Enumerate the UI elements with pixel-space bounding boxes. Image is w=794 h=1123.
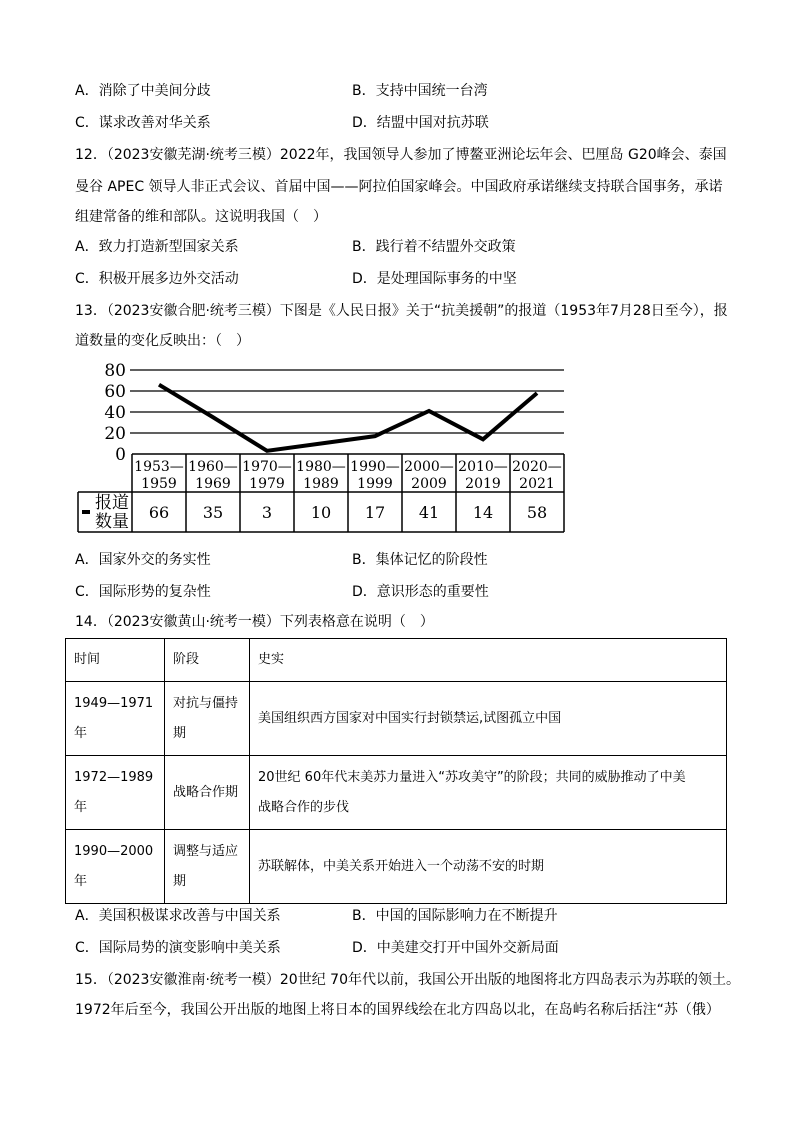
time-text: 1949—1971 [74,695,154,711]
q13-stem-line2: 道数量的变化反映出：（ ） [75,333,250,349]
fact-text: 美国组织西方国家对中国实行封锁禁运,试图孤立中国 [258,710,562,726]
q13-option-a[interactable]: A．国家外交的务实性 [75,552,211,568]
category-label: 1990— [350,459,400,475]
q13-option-d[interactable]: D．意识形态的重要性 [352,584,489,600]
cell-stage [165,756,250,830]
y-tick-label: 40 [104,403,126,423]
time-text: 年 [74,799,88,815]
category-label: 1959 [141,476,177,492]
cell-fact [250,682,727,756]
data-label: 14 [472,503,494,522]
data-label: 66 [148,503,170,522]
time-text: 1990—2000 [74,843,154,859]
time-text: 年 [74,725,88,741]
legend [82,493,129,532]
category-label: 1999 [357,476,393,492]
header-fact: 史实 [250,639,727,682]
q11-option-c[interactable]: C．谋求改善对华关系 [75,115,211,131]
cell-stage [165,830,250,904]
category-label: 1953— [134,459,184,475]
category-label: 2021 [519,476,555,492]
q13-option-c[interactable]: C．国际形势的复杂性 [75,584,211,600]
y-tick-label: 80 [104,361,126,381]
stage-text: 期 [173,725,187,741]
time-text: 1972—1989 [74,769,154,785]
category-label: 1980— [296,459,346,475]
category-label: 2020— [512,459,562,475]
cell-stage [165,682,250,756]
history-table [65,638,727,904]
category-label: 1979 [249,476,285,492]
table-row [66,830,727,904]
q11-option-b[interactable]: B．支持中国统一台湾 [352,83,488,99]
q12-option-c[interactable]: C．积极开展多边外交活动 [75,271,239,287]
q11-option-d[interactable]: D．结盟中国对抗苏联 [352,115,489,131]
q12-stem-line1: 12．（2023安徽芜湖·统考三模）2022年，我国领导人参加了博鳌亚洲论坛年会、巴厘岛 G20峰会、泰国 [75,147,727,163]
category-label: 1970— [242,459,292,475]
category-label: 1960— [188,459,238,475]
q14-option-d[interactable]: D．中美建交打开中国外交新局面 [352,940,559,956]
table-row [66,756,727,830]
q12-stem-line3: 组建常备的维和部队。这说明我国（ ） [75,209,327,225]
category-label: 2019 [465,476,501,492]
q15-stem-line1: 15．（2023安徽淮南·统考一模）20世纪 70年代以前，我国公开出版的地图将北方四岛表示为苏联的领土。 [75,972,740,988]
q14-option-c[interactable]: C．国际局势的演变影响中美关系 [75,940,281,956]
table-header-row [66,639,727,682]
fact-text: 20世纪 60年代末美苏力量进入“苏攻美守”的阶段；共同的威胁推动了中美 [258,769,686,785]
y-axis-ticks [104,361,126,465]
data-label: 10 [310,503,332,522]
y-tick-label: 60 [104,382,126,402]
data-label: 17 [364,503,386,522]
data-label: 58 [526,503,548,522]
stage-text: 期 [173,873,187,889]
cell-fact [250,756,727,830]
q12-stem-line2: 曼谷 APEC 领导人非正式会议、首届中国——阿拉伯国家峰会。中国政府承诺继续支持联合国事务，承诺 [75,179,723,195]
table-row [66,682,727,756]
stage-text: 调整与适应 [173,843,239,859]
q14-option-b[interactable]: B．中国的国际影响力在不断提升 [352,908,558,924]
fact-text: 战略合作的步伐 [258,799,350,815]
q12-option-a[interactable]: A．致力打造新型国家关系 [75,239,239,255]
stage-text: 对抗与僵持 [173,695,239,711]
series-line-report-count [159,385,537,451]
q13-option-b[interactable]: B．集体记忆的阶段性 [352,552,488,568]
q13-stem-line1: 13．（2023安徽合肥·统考三模）下图是《人民日报》关于“抗美援朝”的报道（1953年7月28日至今），报 [75,303,728,319]
cell-time [66,756,165,830]
category-label: 2010— [458,459,508,475]
legend-label: 数量 [95,512,129,532]
category-label: 1969 [195,476,231,492]
time-text: 年 [74,873,88,889]
q14-stem: 14．（2023安徽黄山·统考一模）下列表格意在说明（ ） [75,614,434,630]
header-stage: 阶段 [165,639,250,682]
q11-option-a[interactable]: A．消除了中美间分歧 [75,83,211,99]
y-tick-label: 20 [104,424,126,444]
q12-option-d[interactable]: D．是处理国际事务的中坚 [352,271,517,287]
category-label: 2000— [404,459,454,475]
cell-fact [250,830,727,904]
category-label: 2009 [411,476,447,492]
stage-text: 战略合作期 [173,784,239,800]
legend-label: 报道 [95,493,129,513]
y-tick-label: 0 [115,445,126,465]
q14-option-a[interactable]: A．美国积极谋求改善与中国关系 [75,908,281,924]
data-label: 35 [202,503,224,522]
cell-time [66,830,165,904]
header-time: 时间 [66,639,165,682]
data-label: 3 [261,503,273,522]
q15-stem-line2: 1972年后至今，我国公开出版的地图上将日本的国界线绘在北方四岛以北，在岛屿名称后括注“苏（俄） [75,1002,720,1018]
fact-text: 苏联解体，中美关系开始进入一个动荡不安的时期 [258,858,545,874]
cell-time [66,682,165,756]
report-count-chart [70,360,570,536]
q12-option-b[interactable]: B．践行着不结盟外交政策 [352,239,516,255]
category-label: 1989 [303,476,339,492]
data-label: 41 [418,503,440,522]
